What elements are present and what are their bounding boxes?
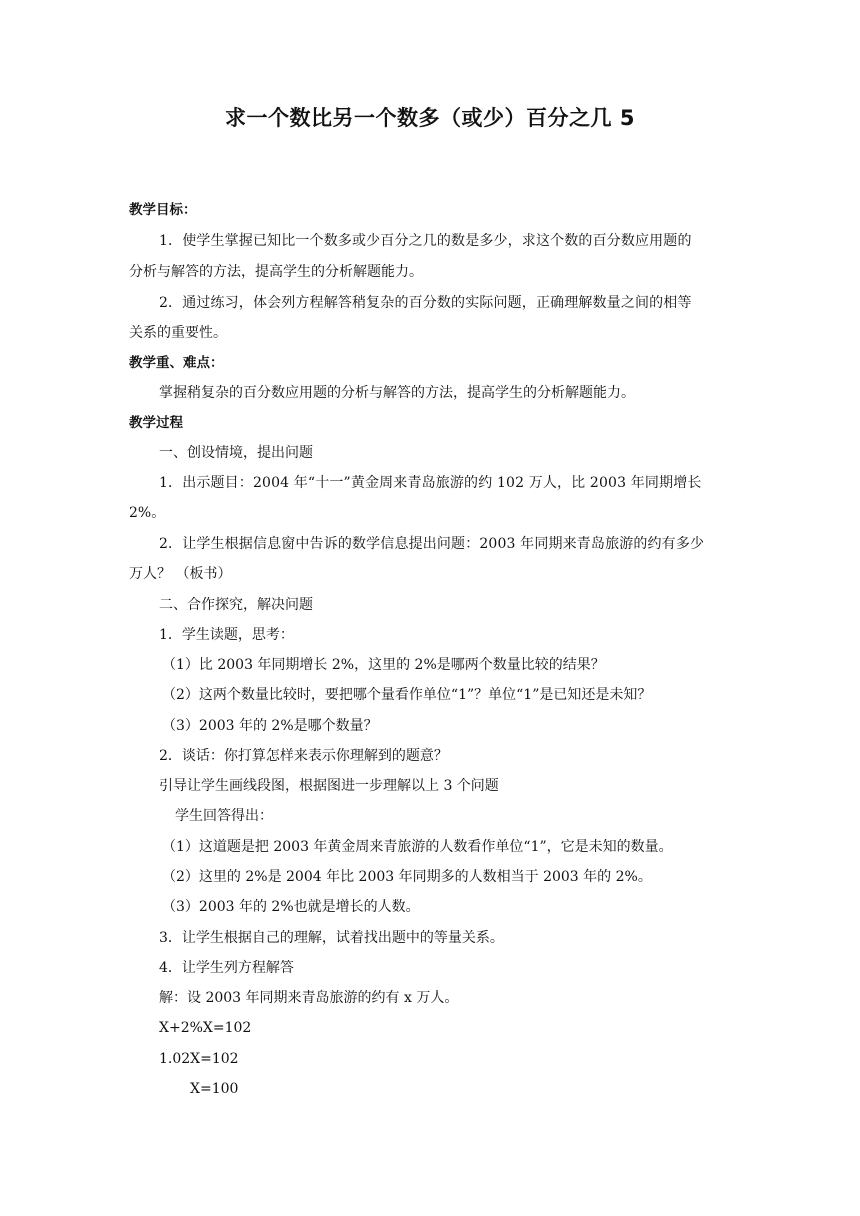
part-2-item-3: 3．让学生根据自己的理解，试着找出题中的等量关系。 xyxy=(159,930,504,946)
part-2-item-1: 1．学生读题，思考： xyxy=(159,627,294,643)
question-3: （3）2003 年的 2%是哪个数量？ xyxy=(162,718,378,734)
part-1-heading: 一、创设情境，提出问题 xyxy=(159,445,313,461)
answer-3: （3）2003 年的 2%也就是增长的人数。 xyxy=(162,899,420,915)
part-1-item-2-line-2: 万人？ （板书） xyxy=(129,566,232,582)
objective-1-line-1: 1．使学生掌握已知比一个数多或少百分之几的数是多少，求这个数的百分数应用题的 xyxy=(159,233,692,249)
answer-intro: 学生回答得出： xyxy=(175,808,273,824)
question-1: （1）比 2003 年同期增长 2%，这里的 2%是哪两个数量比较的结果？ xyxy=(162,657,605,673)
equation-2: 1.02X=102 xyxy=(159,1051,239,1067)
objective-1-line-2: 分析与解答的方法，提高学生的分析解题能力。 xyxy=(129,264,423,280)
answer-1: （1）这道题是把 2003 年黄金周来青旅游的人数看作单位“1”，它是未知的数量。 xyxy=(162,839,673,855)
answer-2: （2）这里的 2%是 2004 年比 2003 年同期多的人数相当于 2003 年的 2%。 xyxy=(162,869,652,885)
equation-3: X=100 xyxy=(190,1081,239,1097)
objective-2-line-2: 关系的重要性。 xyxy=(129,325,227,341)
page-title: 求一个数比另一个数多（或少）百分之几 5 xyxy=(225,106,635,130)
equation-1: X+2%X=102 xyxy=(159,1020,252,1036)
part-2-heading: 二、合作探究，解决问题 xyxy=(159,597,313,613)
part-1-item-1-line-2: 2%。 xyxy=(129,505,166,521)
part-2-item-4: 4．让学生列方程解答 xyxy=(159,960,294,976)
process-heading: 教学过程 xyxy=(129,415,183,431)
solution-statement: 解：设 2003 年同期来青岛旅游的约有 x 万人。 xyxy=(159,990,459,1006)
question-2: （2）这两个数量比较时，要把哪个量看作单位“1”？单位“1”是已知还是未知？ xyxy=(162,687,652,703)
keypoints-heading: 教学重、难点： xyxy=(129,355,224,371)
part-1-item-1-line-1: 1．出示题目：2004 年“十一”黄金周来青岛旅游的约 102 万人，比 2003 年同期增长 xyxy=(159,475,702,491)
part-1-item-2-line-1: 2．让学生根据信息窗中告诉的数学信息提出问题：2003 年同期来青岛旅游的约有多少 xyxy=(159,536,705,552)
objectives-heading: 教学目标： xyxy=(129,202,197,218)
guide-text: 引导让学生画线段图，根据图进一步理解以上 3 个问题 xyxy=(159,778,499,794)
keypoints-text: 掌握稍复杂的百分数应用题的分析与解答的方法，提高学生的分析解题能力。 xyxy=(159,385,635,401)
part-2-item-2: 2．谈话：你打算怎样来表示你理解到的题意？ xyxy=(159,748,448,764)
objective-2-line-1: 2．通过练习，体会列方程解答稍复杂的百分数的实际问题，正确理解数量之间的相等 xyxy=(159,295,692,311)
